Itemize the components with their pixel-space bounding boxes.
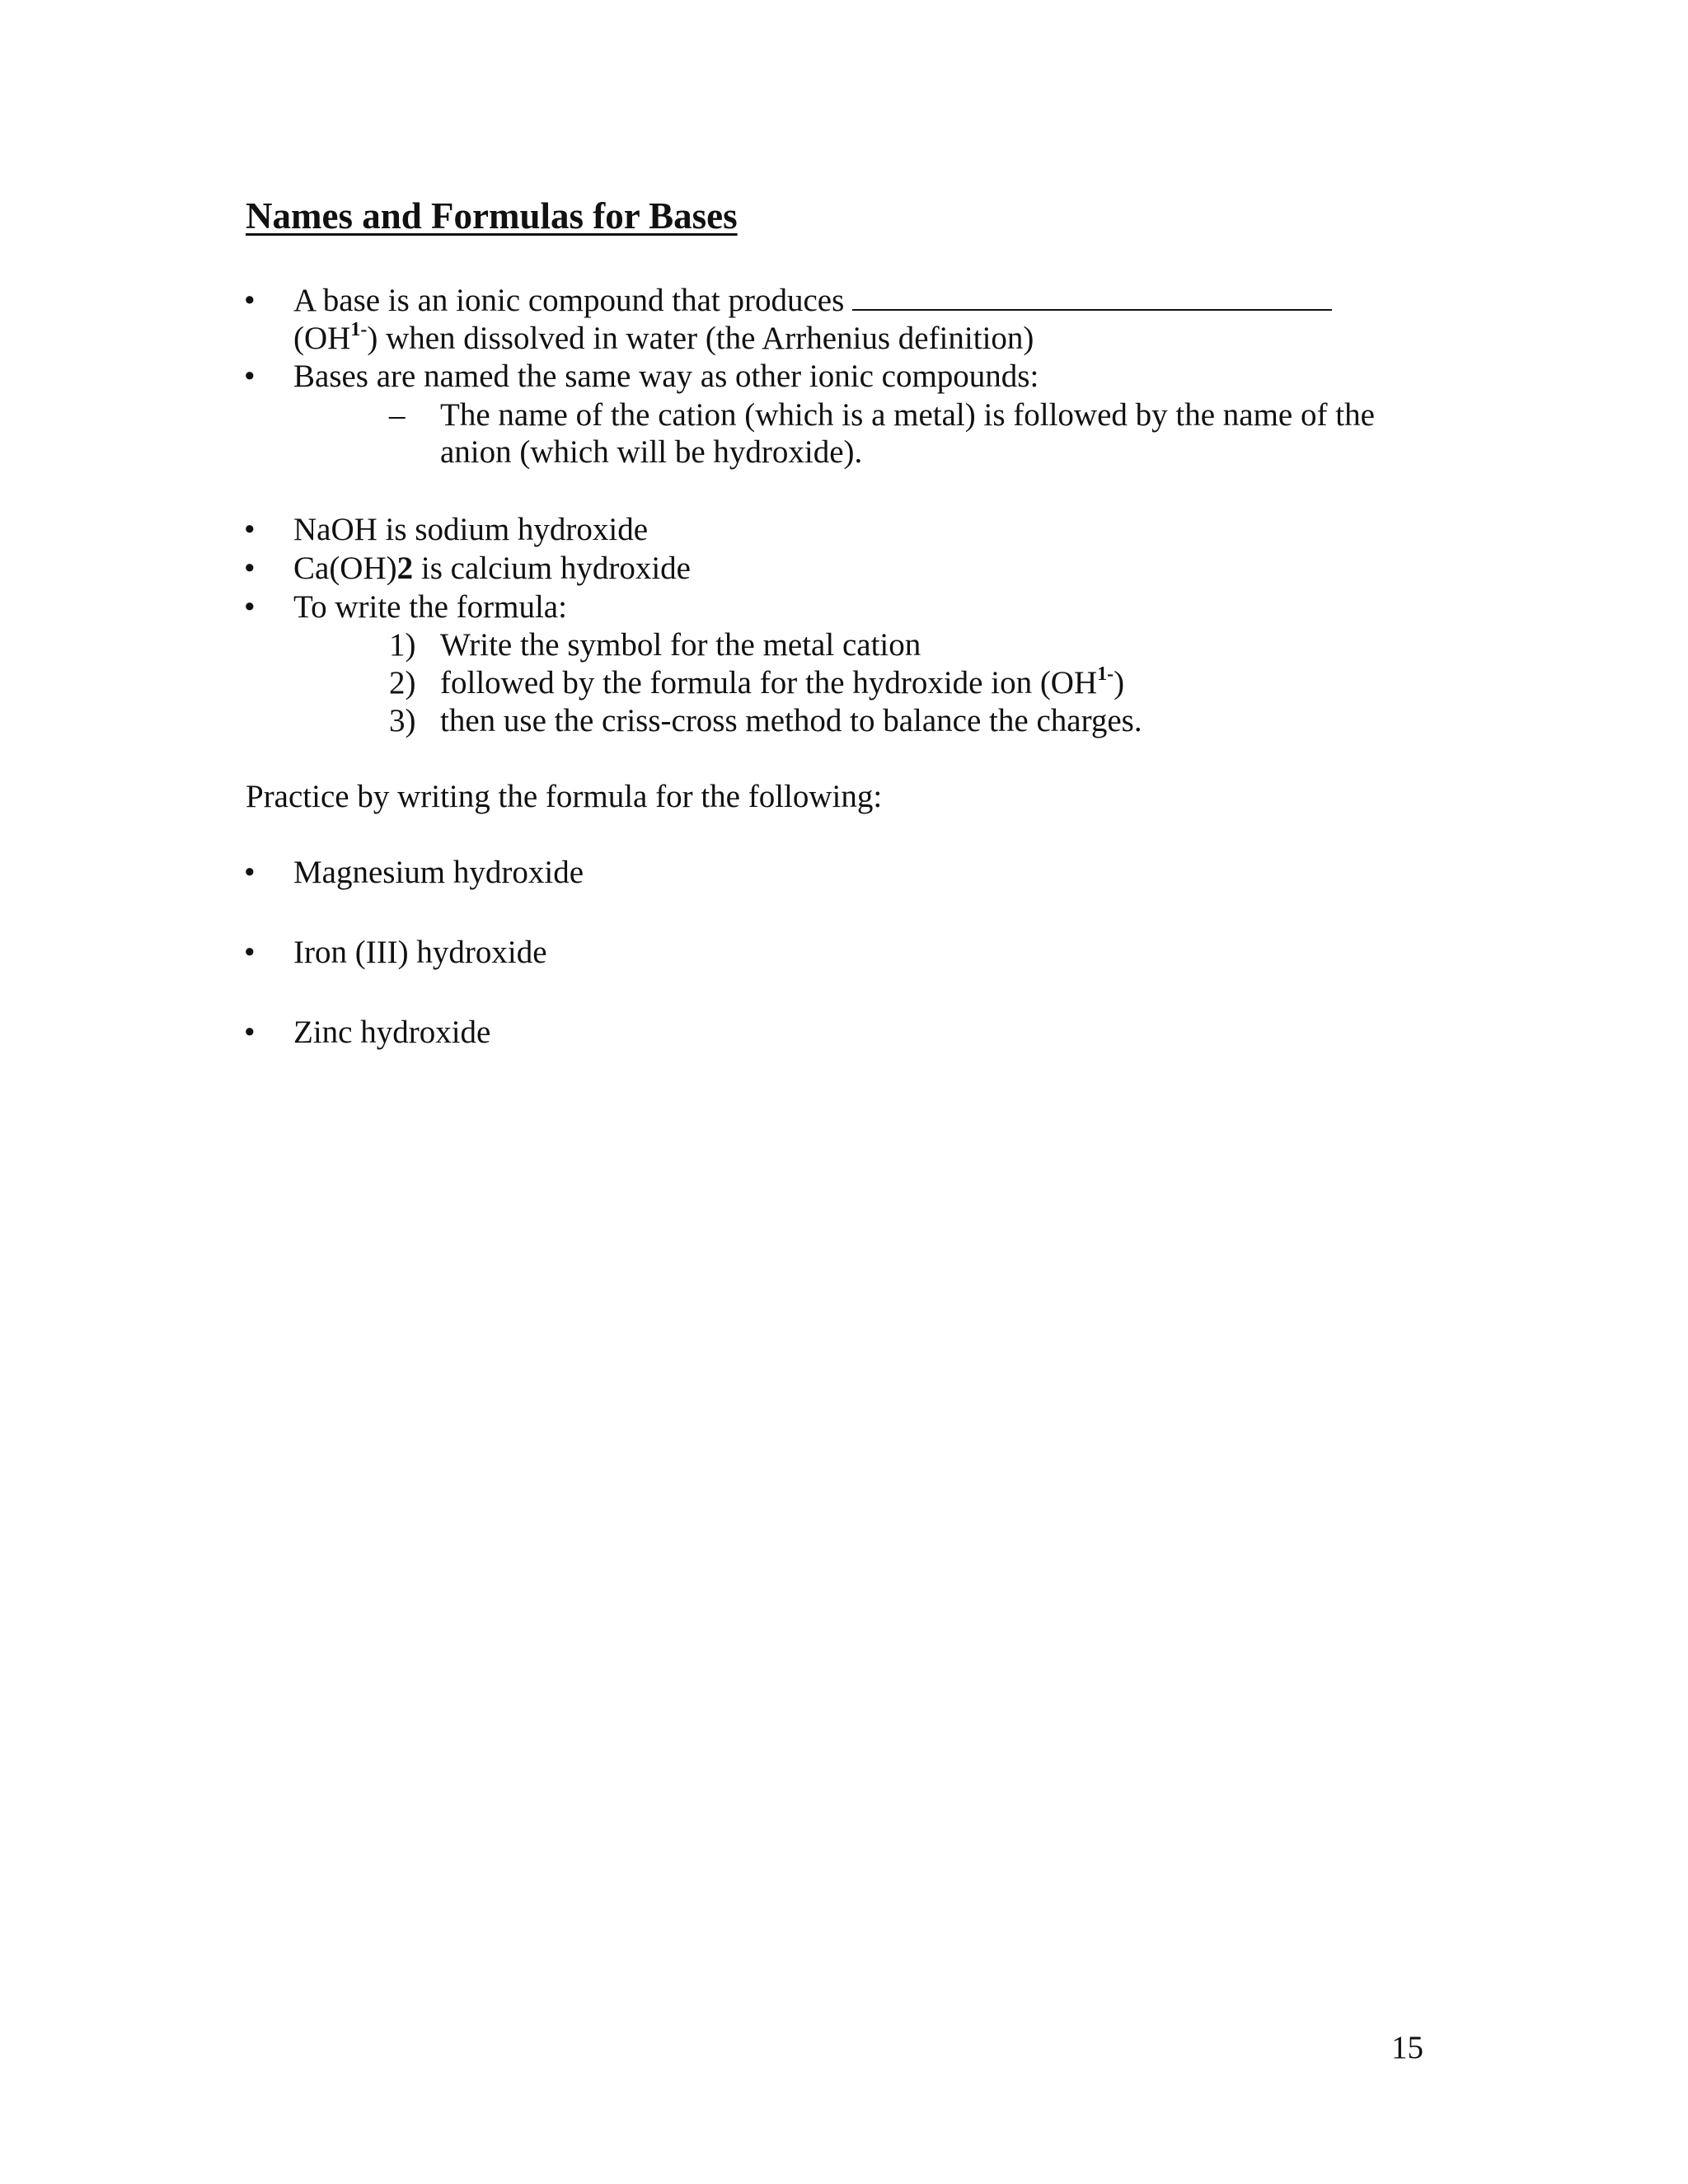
step-number: 3) (389, 703, 416, 738)
page-number: 15 (1391, 2030, 1423, 2065)
practice-item: Magnesium hydroxide (293, 855, 584, 890)
bullet-icon: • (244, 359, 256, 394)
example-caoh2: Ca(OH)2 is calcium hydroxide (293, 551, 691, 586)
charge-superscript: 1- (350, 319, 368, 340)
practice-item: Iron (III) hydroxide (293, 935, 547, 970)
step-3: then use the criss-cross method to balance the charges. (440, 703, 1142, 738)
example-naoh: NaOH is sodium hydroxide (293, 512, 649, 547)
bullet-icon: • (244, 589, 256, 625)
naming-subrule-line-1: The name of the cation (which is a metal) is followed by the name of the (440, 397, 1375, 433)
formula-oh: (OH (293, 321, 351, 356)
bullet-icon: • (244, 1015, 256, 1050)
step-number: 2) (389, 665, 416, 701)
bullet-icon: • (244, 551, 256, 586)
step-number: 1) (389, 627, 416, 663)
bullet-icon: • (244, 512, 256, 547)
naming-rule: Bases are named the same way as other ionic compounds: (293, 359, 1039, 394)
dash-marker: – (389, 397, 406, 433)
definition-line-2 (293, 320, 1034, 358)
practice-item: Zinc hydroxide (293, 1015, 491, 1050)
naming-subrule-line-2: anion (which will be hydroxide). (440, 434, 863, 470)
definition-line-1 (293, 282, 1332, 320)
practice-prompt: Practice by writing the formula for the following: (246, 779, 883, 814)
step-2: followed by the formula for the hydroxide ion $(OH^{1-})$ (440, 663, 1125, 701)
definition-text: A base is an ionic compound that produces (293, 283, 845, 318)
answer-blank[interactable] (852, 283, 1332, 311)
bullet-icon: • (244, 283, 256, 318)
formula-heading: To write the formula: (293, 589, 567, 625)
charge-superscript: 1- (1097, 663, 1114, 685)
step-1: Write the symbol for the metal cation (440, 627, 921, 663)
definition-continuation: ) when dissolved in water (the Arrhenius definition) (367, 321, 1034, 356)
bullet-icon: • (244, 855, 256, 890)
page-title: Names and Formulas for Bases (246, 195, 738, 237)
bullet-icon: • (244, 935, 256, 970)
